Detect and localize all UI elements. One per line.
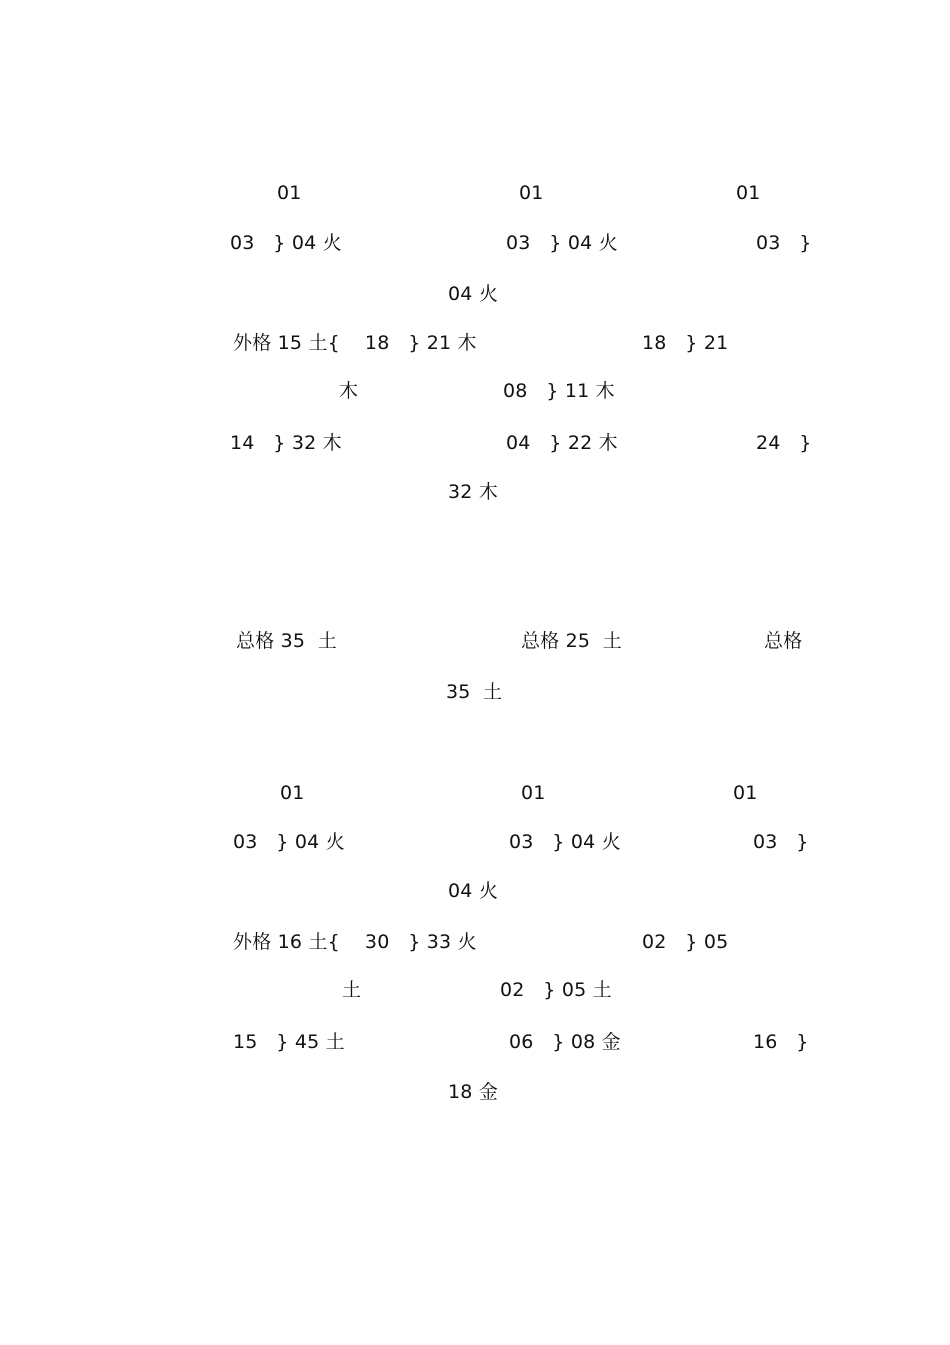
summary-line1-col2: 总格 25 土 xyxy=(521,630,622,652)
block1-line6-col3: 24 } xyxy=(756,432,812,454)
block2-line4-col2: 02 } 05 xyxy=(642,931,729,953)
block2-line1-col2: 01 xyxy=(521,782,546,804)
block2-line2-col3: 03 } xyxy=(753,831,809,853)
block2-line7: 18 金 xyxy=(448,1081,499,1103)
block1-line6-col2: 04 } 22 木 xyxy=(506,432,618,454)
block2-line6-col3: 16 } xyxy=(753,1031,809,1053)
summary-line1-col3: 总格 xyxy=(764,630,803,652)
block2-line1-col3: 01 xyxy=(733,782,758,804)
summary-line2: 35 土 xyxy=(446,681,503,703)
block2-line5-col1: 土 xyxy=(342,979,362,1001)
block1-line4-col2: 18 } 21 xyxy=(642,332,729,354)
block1-line1-col1: 01 xyxy=(277,182,302,204)
block1-line2-col1: 03 } 04 火 xyxy=(230,232,342,254)
block2-line3: 04 火 xyxy=(448,880,499,902)
block2-line6-col1: 15 } 45 土 xyxy=(233,1031,345,1053)
block1-line3: 04 火 xyxy=(448,283,499,305)
block1-line1-col3: 01 xyxy=(736,182,761,204)
block1-line5-col2: 08 } 11 木 xyxy=(503,380,615,402)
block1-line7: 32 木 xyxy=(448,481,499,503)
block2-line2-col1: 03 } 04 火 xyxy=(233,831,345,853)
block1-line5-col1: 木 xyxy=(339,380,359,402)
block2-line2-col2: 03 } 04 火 xyxy=(509,831,621,853)
block1-line6-col1: 14 } 32 木 xyxy=(230,432,342,454)
summary-line1-col1: 总格 35 土 xyxy=(236,630,337,652)
block1-line4-col1: 外格 15 土{ 18 } 21 木 xyxy=(233,332,477,354)
block1-line2-col3: 03 } xyxy=(756,232,812,254)
block2-line5-col2: 02 } 05 土 xyxy=(500,979,612,1001)
block1-line2-col2: 03 } 04 火 xyxy=(506,232,618,254)
block1-line1-col2: 01 xyxy=(519,182,544,204)
block2-line4-col1: 外格 16 土{ 30 } 33 火 xyxy=(233,931,477,953)
block2-line6-col2: 06 } 08 金 xyxy=(509,1031,621,1053)
block2-line1-col1: 01 xyxy=(280,782,305,804)
